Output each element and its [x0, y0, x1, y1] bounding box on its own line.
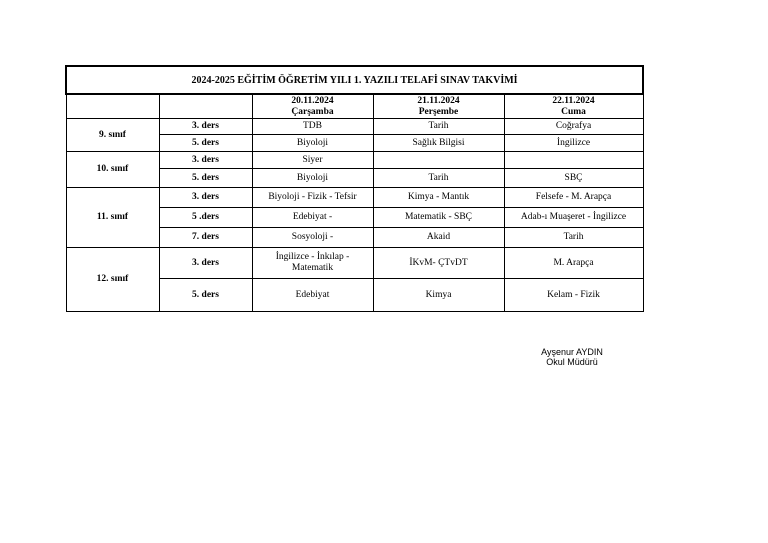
exam-cell: Akaid: [373, 228, 504, 248]
header-row: [66, 94, 643, 119]
exam-cell: M. Arapça: [504, 248, 643, 279]
period-label: 5. ders: [159, 279, 252, 312]
exam-cell: Siyer: [252, 152, 373, 169]
header-empty-class: [66, 94, 159, 119]
table-row: [66, 119, 643, 135]
period-label: 5. ders: [159, 169, 252, 188]
exam-cell: [504, 152, 643, 169]
exam-cell: Tarih: [373, 169, 504, 188]
exam-cell: Matematik - SBÇ: [373, 208, 504, 228]
exam-schedule-table: [65, 65, 644, 312]
exam-cell: İKvM- ÇTvDT: [373, 248, 504, 279]
exam-cell: İngilizce - İnkılap - Matematik: [252, 248, 373, 279]
day-header-1: [252, 94, 373, 119]
exam-cell: Edebiyat -: [252, 208, 373, 228]
exam-cell: Kimya: [373, 279, 504, 312]
period-label: 5. ders: [159, 135, 252, 152]
signature-name: Ayşenur AYDIN: [541, 347, 603, 357]
period-label: 3. ders: [159, 188, 252, 208]
day-name: Çarşamba: [291, 106, 334, 117]
period-label: 3. ders: [159, 248, 252, 279]
exam-cell: Biyoloji - Fizik - Tefsir: [252, 188, 373, 208]
exam-cell: Felsefe - M. Arapça: [504, 188, 643, 208]
table-row: [66, 248, 643, 279]
class-label: 11. sınıf: [66, 188, 159, 248]
title-row: [66, 66, 643, 94]
exam-cell: Sağlık Bilgisi: [373, 135, 504, 152]
exam-cell: [373, 152, 504, 169]
exam-cell: TDB: [252, 119, 373, 135]
period-label: 7. ders: [159, 228, 252, 248]
exam-cell: SBÇ: [504, 169, 643, 188]
day-date: 22.11.2024: [552, 95, 595, 106]
schedule-title: 2024-2025 EĞİTİM ÖĞRETİM YILI 1. YAZILI TELAFİ SINAV TAKVİMİ: [66, 66, 643, 94]
signature-role: Okul Müdürü: [546, 357, 598, 367]
header-empty-period: [159, 94, 252, 119]
period-label: 3. ders: [159, 152, 252, 169]
class-label: 10. sınıf: [66, 152, 159, 188]
day-name: Cuma: [561, 106, 586, 117]
exam-cell: Tarih: [504, 228, 643, 248]
exam-cell: Edebiyat: [252, 279, 373, 312]
exam-cell: Kelam - Fizik: [504, 279, 643, 312]
exam-cell: Coğrafya: [504, 119, 643, 135]
table-row: [66, 152, 643, 169]
exam-cell: İngilizce: [504, 135, 643, 152]
day-header-3: [504, 94, 643, 119]
exam-cell: Biyoloji: [252, 135, 373, 152]
period-label: 3. ders: [159, 119, 252, 135]
day-date: 21.11.2024: [417, 95, 460, 106]
day-name: Perşembe: [418, 106, 459, 117]
exam-cell: Sosyoloji -: [252, 228, 373, 248]
class-label: 9. sınıf: [66, 119, 159, 152]
table-row: [66, 188, 643, 208]
class-label: 12. sınıf: [66, 248, 159, 312]
exam-cell: Biyoloji: [252, 169, 373, 188]
exam-cell: Tarih: [373, 119, 504, 135]
exam-cell: Kimya - Mantık: [373, 188, 504, 208]
exam-cell: Adab-ı Muaşeret - İngilizce: [504, 208, 643, 228]
day-header-2: [373, 94, 504, 119]
day-date: 20.11.2024: [291, 95, 334, 106]
period-label: 5 .ders: [159, 208, 252, 228]
signature-block: [520, 347, 624, 367]
